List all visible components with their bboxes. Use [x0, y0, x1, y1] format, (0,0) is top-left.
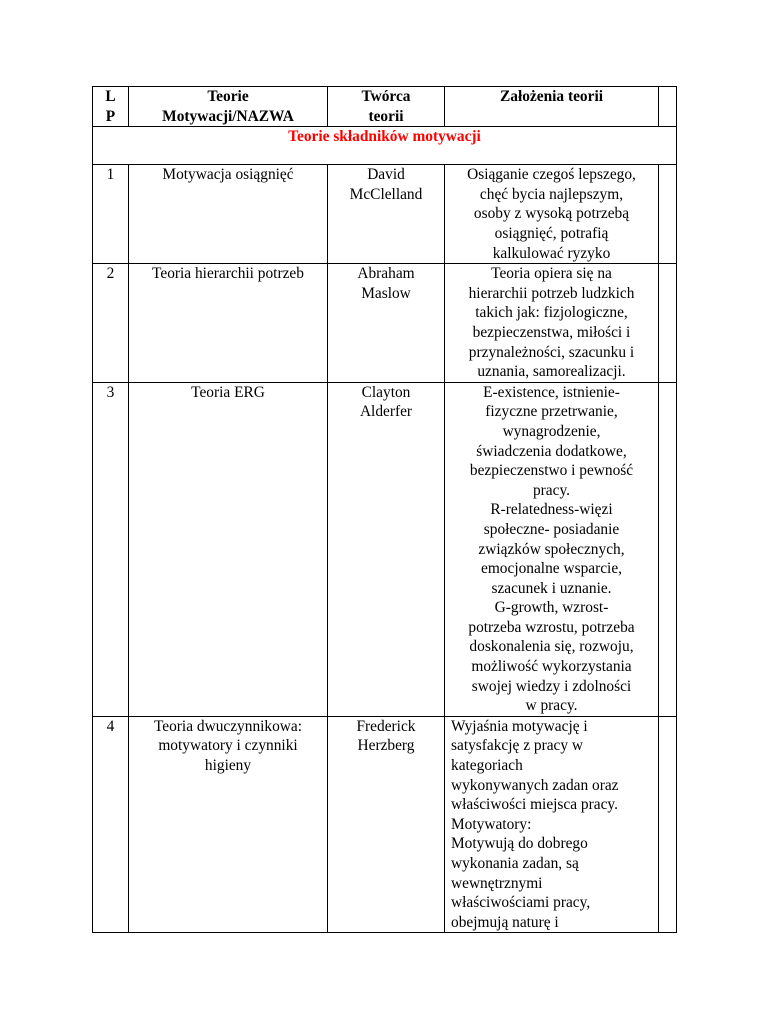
row-lp: 2 [93, 264, 129, 383]
table-header-row [93, 87, 677, 127]
section-row [93, 127, 677, 165]
row-empty-cell [659, 382, 677, 716]
header-assumptions: Założenia teorii [445, 87, 659, 127]
table-row [93, 382, 677, 716]
row-assumptions: Teoria opiera się na hierarchii potrzeb ludzkich takich jak: fizjologiczne, bezpieczenstwa, miłości i przynależności, szacunku i uznania, samorealizacji. [445, 264, 659, 383]
table-row [93, 716, 677, 933]
row-empty-cell [659, 716, 677, 933]
row-theory-name: Teoria hierarchii potrzeb [129, 264, 328, 383]
motivation-theories-table [92, 86, 677, 933]
row-empty-cell [659, 264, 677, 383]
header-theory-name: Teorie Motywacji/NAZWA [129, 87, 328, 127]
row-assumptions: E-existence, istnienie- fizyczne przetrwanie, wynagrodzenie, świadczenia dodatkowe, bezpieczenstwo i pewność pracy. R-relatedness-więzi społeczne- posiadanie związków społecznych, emocjonalne wsparcie, szacunek i uznanie. G-growth, wzrost- potrzeba wzrostu, potrzeba doskonalenia się, rozwoju, możliwość wykorzystania swojej wiedzy i zdolności w pracy. [445, 382, 659, 716]
row-assumptions: Osiąganie czegoś lepszego, chęć bycia najlepszym, osoby z wysoką potrzebą osiągnięć, potrafią kalkulować ryzyko [445, 165, 659, 264]
row-lp: 1 [93, 165, 129, 264]
header-empty [659, 87, 677, 127]
table-row [93, 264, 677, 383]
row-theory-name: Teoria ERG [129, 382, 328, 716]
row-theory-name: Teoria dwuczynnikowa: motywatory i czynniki higieny [129, 716, 328, 933]
row-author: Clayton Alderfer [328, 382, 445, 716]
row-author: Abraham Maslow [328, 264, 445, 383]
row-author: David McClelland [328, 165, 445, 264]
row-theory-name: Motywacja osiągnięć [129, 165, 328, 264]
header-lp: L P [93, 87, 129, 127]
table-row [93, 165, 677, 264]
row-empty-cell [659, 165, 677, 264]
row-author: Frederick Herzberg [328, 716, 445, 933]
header-author: Twórca teorii [328, 87, 445, 127]
row-assumptions: Wyjaśnia motywację i satysfakcję z pracy w kategoriach wykonywanych zadan oraz właściwości miejsca pracy. Motywatory: Motywują do dobrego wykonania zadan, są wewnętrznymi właściwościami pracy, obejmują naturę i [445, 716, 659, 933]
row-lp: 4 [93, 716, 129, 933]
row-lp: 3 [93, 382, 129, 716]
section-title: Teorie składników motywacji [93, 127, 677, 165]
